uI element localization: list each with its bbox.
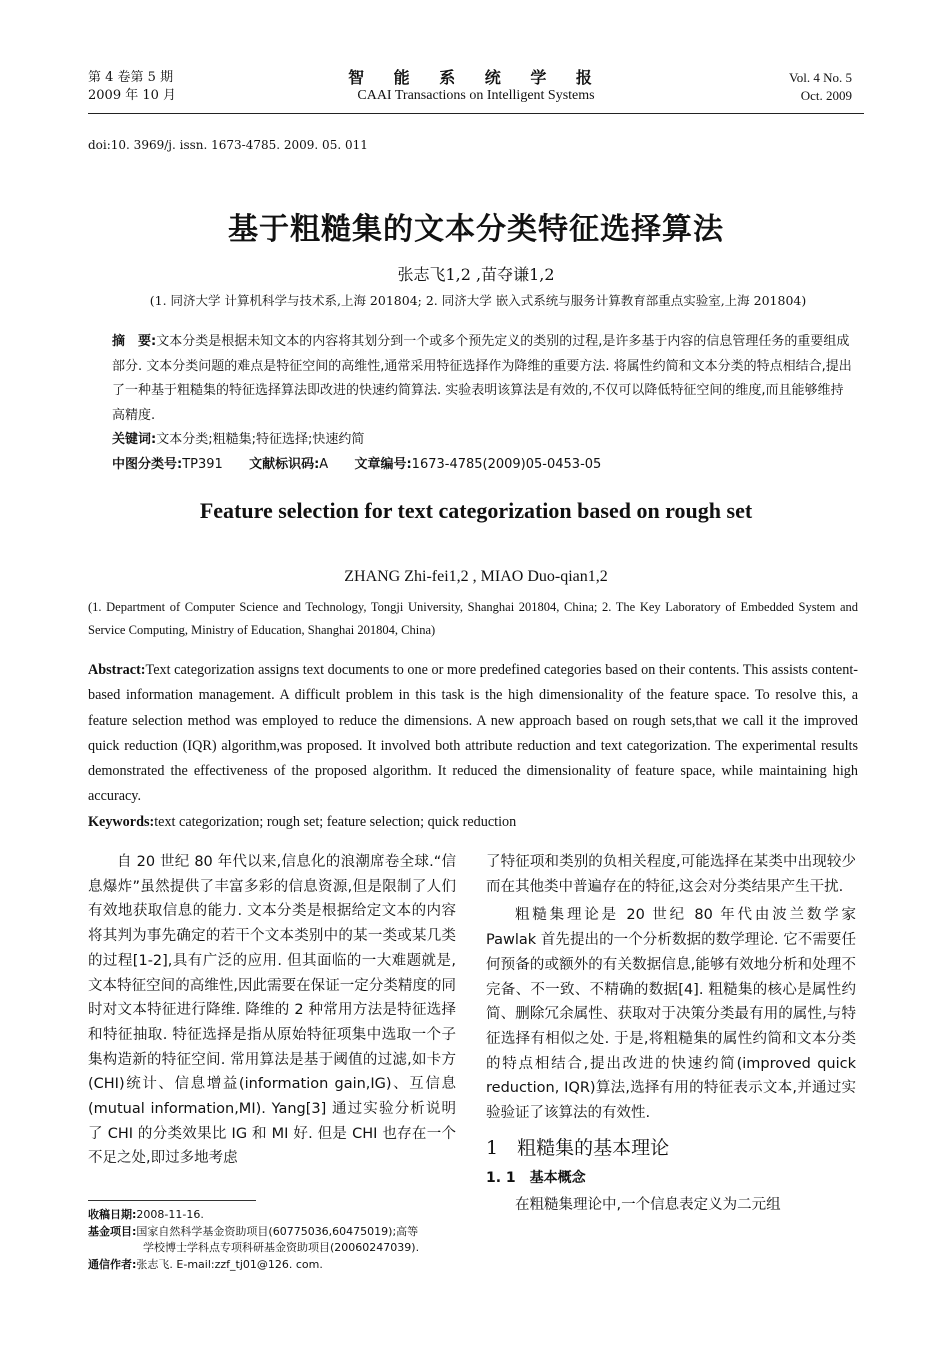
affiliation-cn: (1. 同济大学 计算机科学与技术系,上海 201804; 2. 同济大学 嵌入式系统与服务计算教育部重点实验室,上海 201804) — [149, 293, 807, 308]
title-en: Feature selection for text categorization based on rough set — [199, 498, 753, 523]
abstract-en — [88, 658, 858, 810]
issue-date-en: Oct. 2009 — [800, 88, 852, 103]
corr-label: 通信作者: — [88, 1257, 137, 1271]
received-label: 收稿日期: — [88, 1208, 137, 1221]
subsection-heading-1-1: 1. 1 基本概念 — [486, 1170, 586, 1187]
section-paragraph-1: 在粗糙集理论中,一个信息表定义为二元组 — [515, 1197, 781, 1214]
corr-text: 张志飞. E-mail:zzf_tj01@126. com. — [136, 1257, 323, 1271]
article-value: 1673-4785(2009)05-0453-05 — [411, 456, 602, 472]
doccode-label: 文献标识码: — [249, 456, 320, 472]
header-divider — [88, 113, 864, 114]
section-heading-1: 1 粗糙集的基本理论 — [486, 1136, 670, 1159]
keywords-en-text: text categorization; rough set; feature selection; quick reduction — [154, 813, 517, 830]
volume-issue-en: Vol. 4 No. 5 — [789, 70, 852, 85]
body-left-column — [88, 850, 456, 1171]
abstract-en-text: Text categorization assigns text documents to one or more predefined categories based on their contents. This assists content-based information management. A difficult problem in this task is the high dimensionality of the feature space. To resolve this, a feature selection method was employed to reduce the dimensions. A new approach based on rough sets,that we call it the improved quick reduction (IQR) algorithm,was proposed. It involved both attribute reduction and text categorization. The experimental results demonstrated the effectiveness of the proposed algorithm. It reduced the dimensionality of feature space, while maintaining high accuracy. — [88, 662, 858, 805]
doi: doi:10. 3969/j. issn. 1673-4785. 2009. 05. 011 — [88, 138, 368, 152]
article-label: 文章编号: — [354, 456, 412, 472]
footnote-fund-cont: 学校博士学科点专项科研基金资助项目(20060247039). — [143, 1241, 420, 1254]
journal-issue-info-en — [789, 69, 852, 105]
footnote-received — [88, 1207, 460, 1224]
journal-title-en: CAAI Transactions on Intelligent Systems — [357, 88, 595, 103]
abstract-cn — [112, 330, 852, 428]
class-value: TP391 — [182, 456, 223, 472]
affiliation-en: (1. Department of Computer Science and Technology, Tongji University, Shanghai 201804, China; 2. The Key Laboratory of Embedded System and Service Computing, Ministry of Education, Shanghai 201804, China) — [88, 600, 858, 637]
keywords-cn — [112, 428, 852, 453]
fund-label: 基金项目: — [88, 1224, 137, 1238]
abstract-cn-text: 文本分类是根据未知文本的内容将其划分到一个或多个预先定义的类别的过程,是许多基于内容的信息管理任务的重要组成部分. 文本分类问题的难点是特征空间的高维性,通常采用特征选择作为降维的重要方法. 将属性约简和文本分类的特点相结合,提出了一种基于粗糙集的特征选择算法即改进的快速约简算法. 实验表明该算法是有效的,不仅可以降低特征空间的维度,而且能够维持高精度. — [112, 334, 852, 423]
received-date: 2008-11-16. — [136, 1208, 204, 1221]
body-right-column — [486, 850, 856, 1218]
abstract-en-block — [88, 658, 858, 835]
classification-line — [112, 453, 852, 478]
authors-cn: 张志飞1,2 ,苗夺谦1,2 — [397, 265, 555, 284]
keywords-cn-text: 文本分类;粗糙集;特征选择;快速约简 — [156, 432, 365, 447]
doccode-value: A — [319, 456, 329, 472]
abstract-cn-label: 摘 要: — [112, 334, 157, 349]
footnote-divider — [88, 1200, 256, 1201]
keywords-cn-label: 关键词: — [112, 432, 157, 447]
footnotes — [88, 1207, 460, 1273]
volume-issue: 第 4 卷第 5 期 — [88, 70, 174, 85]
intro-paragraph-3: 粗糙集理论是 20 世纪 80 年代由波兰数学家 Pawlak 首先提出的一个分析数据的数学理论. 它不需要任何预备的或额外的有关数据信息,能够有效地分析和处理不完备、不一致、不精确的数据[4]. 粗糙集的核心是属性约简、删除冗余属性、获取对于决策分类最有用的属性,与特征选择有相似之处. 于是,将粗糙集的属性约简和文本分类的特点相结合,提出改进的快速约简(improved quick reduction, IQR)算法,选择有用的特征表示文本,并通过实验验证了该算法的有效性. — [486, 907, 856, 1122]
keywords-en-label: Keywords: — [88, 813, 155, 830]
footnote-corresponding — [88, 1257, 460, 1274]
journal-title-cn: 智 能 系 统 学 报 — [348, 68, 604, 87]
issue-date: 2009 年 10 月 — [88, 88, 177, 103]
fund-text: 国家自然科学基金资助项目(60775036,60475019);高等 — [136, 1224, 419, 1238]
keywords-en — [88, 810, 858, 835]
authors-en: ZHANG Zhi-fei1,2 , MIAO Duo-qian1,2 — [344, 568, 608, 585]
abstract-cn-block — [112, 330, 852, 477]
class-label: 中图分类号: — [112, 456, 183, 472]
intro-paragraph-2: 了特征项和类别的负相关程度,可能选择在某类中出现较少而在其他类中普遍存在的特征,这会对分类结果产生干扰. — [486, 854, 856, 895]
title-cn: 基于粗糙集的文本分类特征选择算法 — [228, 212, 724, 247]
abstract-en-label: Abstract: — [88, 662, 146, 678]
footnote-fund — [88, 1224, 460, 1241]
intro-paragraph-1: 自 20 世纪 80 年代以来,信息化的浪潮席卷全球.“信息爆炸”虽然提供了丰富多彩的信息资源,但是限制了人们有效地获取信息的能力. 文本分类是根据给定文本的内容将其判为事先确定的若干个文本类别中的某一类或某几类的过程[1-2],具有广泛的应用. 但其面临的一大难题就是,文本特征空间的高维性,因此需要在保证一定分类精度的同时对文本特征进行降维. 降维的 2 种常用方法是特征选择和特征抽取. 特征选择是指从原始特征项集中选取一个子集构造新的特征空间. 常用算法是基于阈值的过滤,如卡方(CHI)统计、信息增益(information gain,IG)、互信息(mutual information,MI). Yang[3] 通过实验分析说明了 CHI 的分类效果比 IG 和 MI 好. 但是 CHI 也存在一个不足之处,即过多地考虑 — [88, 854, 456, 1167]
